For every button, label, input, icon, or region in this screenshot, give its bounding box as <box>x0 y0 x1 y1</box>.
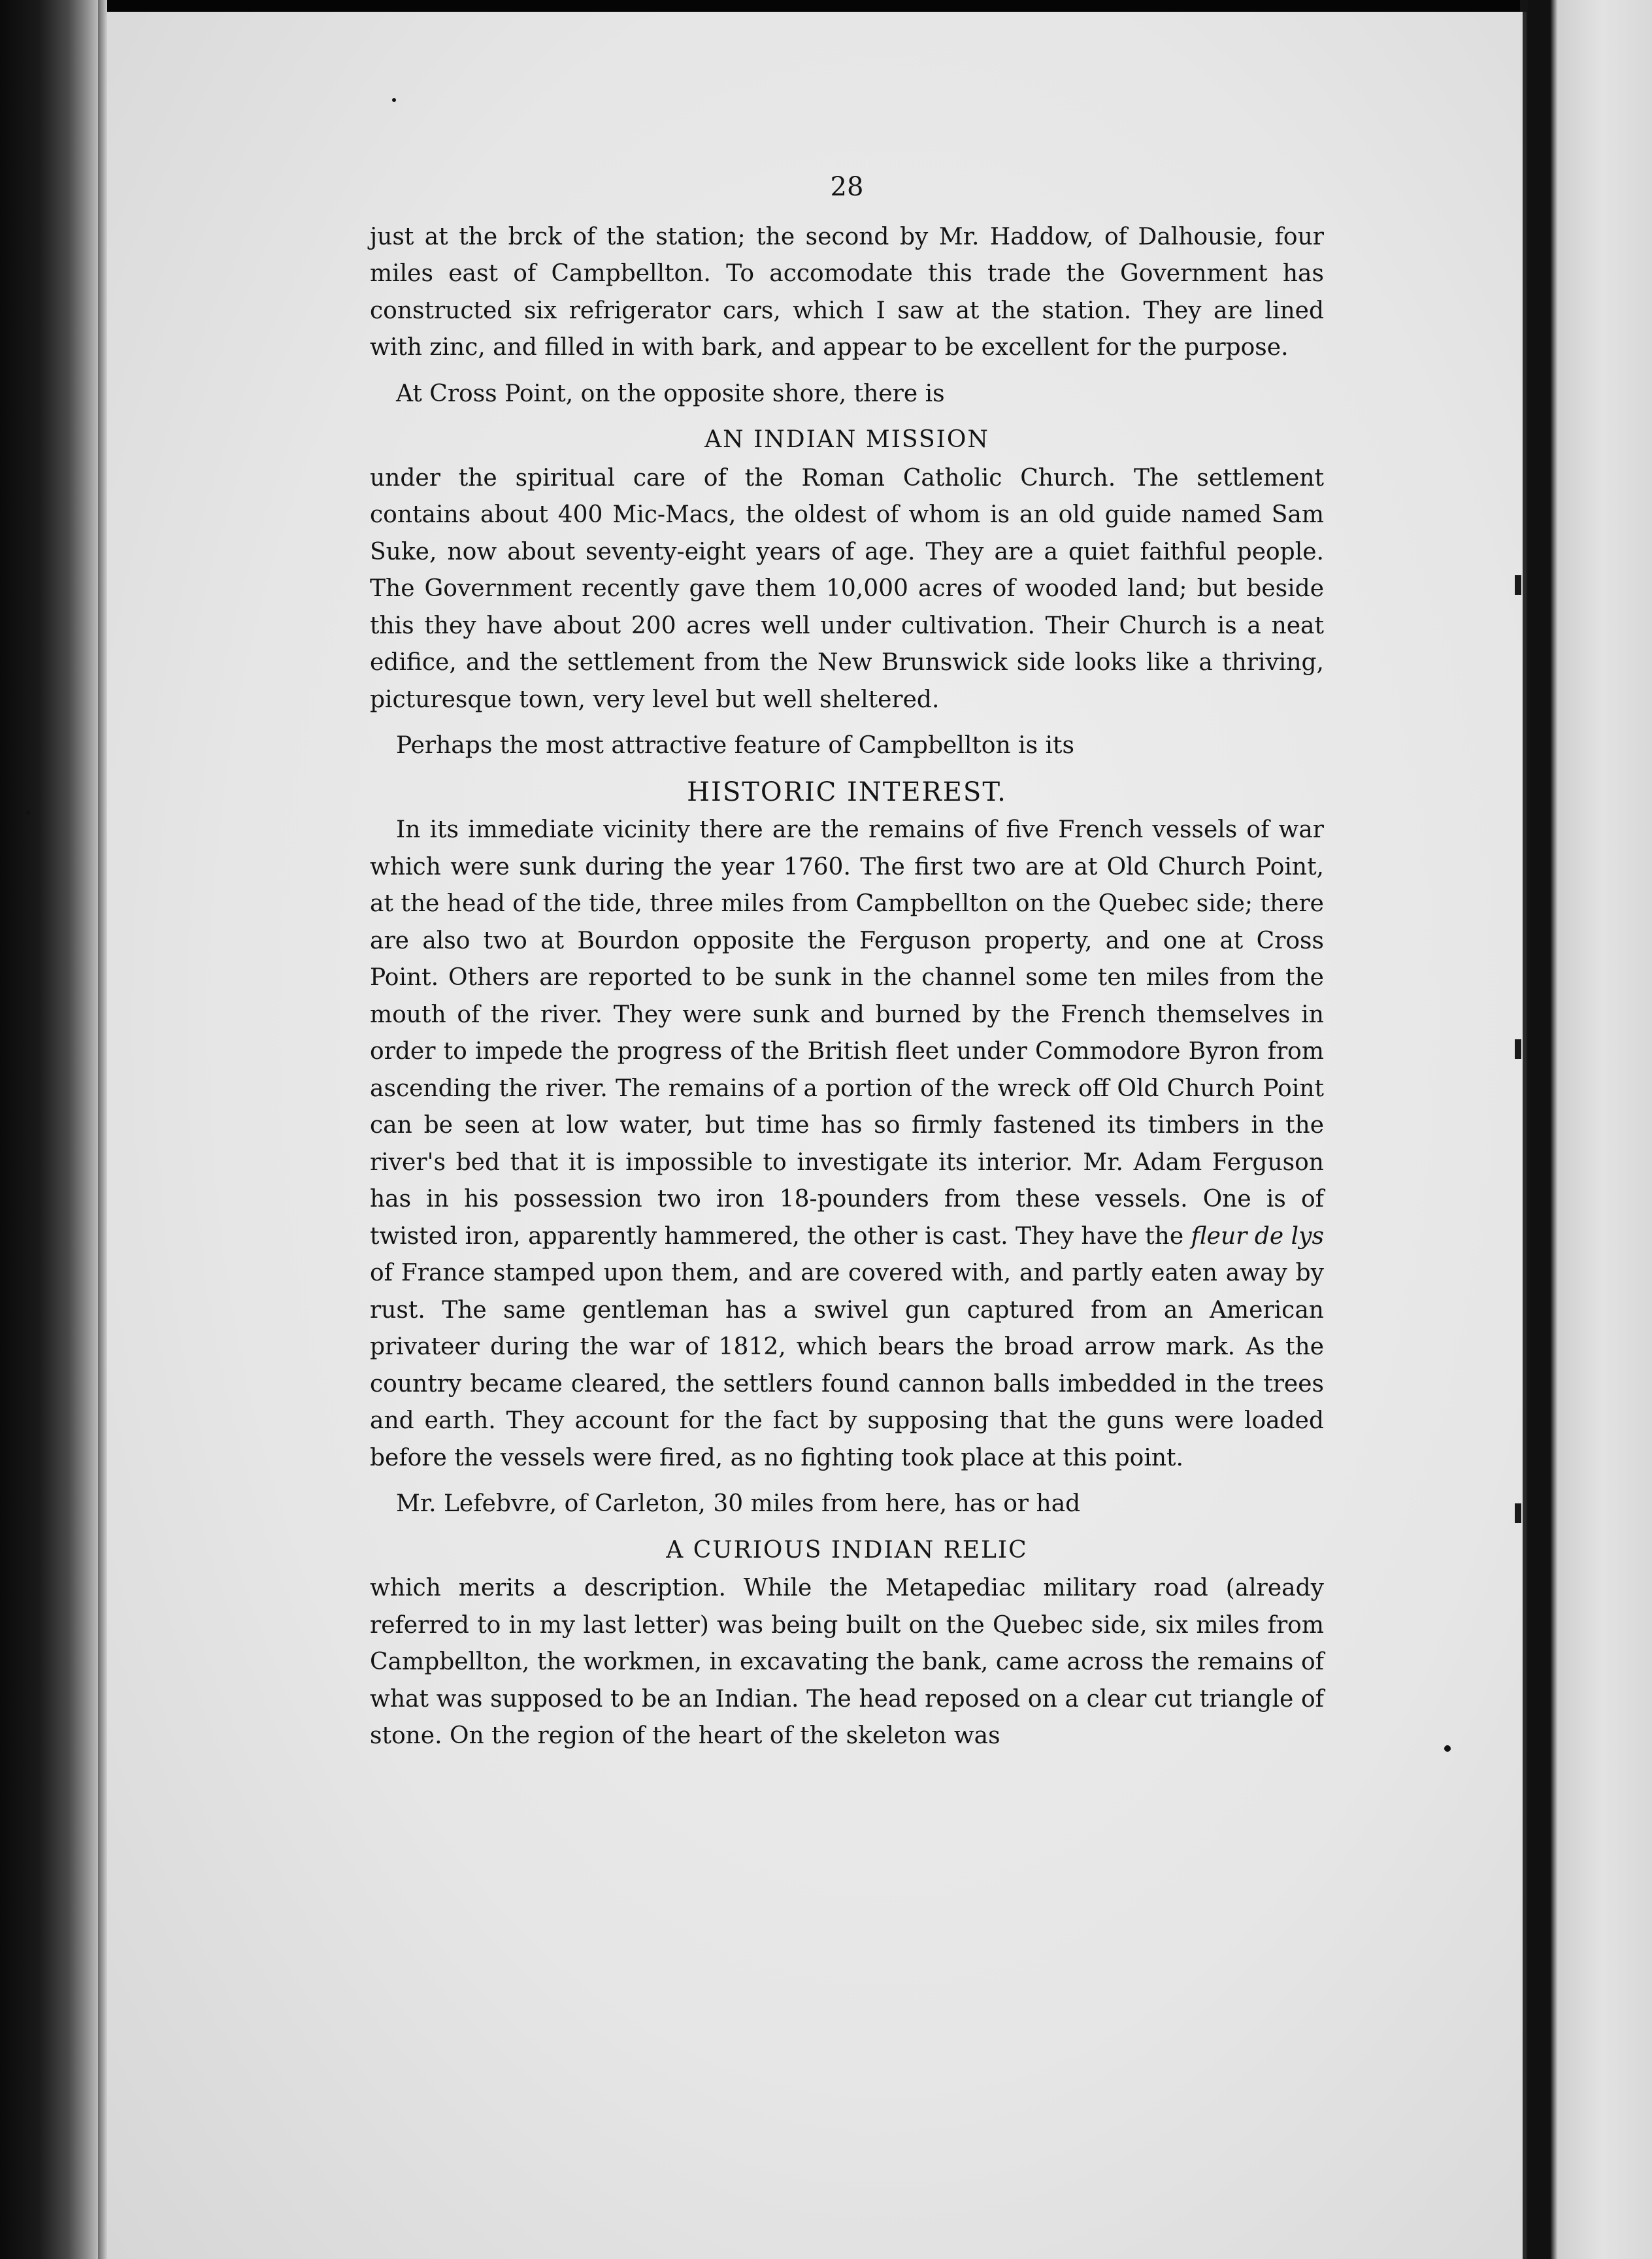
scan-edge-mark <box>1515 1503 1521 1523</box>
paragraph-french-vessels-part2: of France stamped upon them, and are covered with, and partly eaten away by rust. The same gentleman has a swivel gun captured from an American privateer during the war of 1812, which bears the broad arrow mark. As the country became cleared, the settlers found cannon balls imbedded in the trees and earth. They account for the fact by supposing that the guns were loaded before the vessels were fired, as no fighting took place at this point. <box>370 1260 1324 1471</box>
italic-phrase-fleur-de-lys: fleur de lys <box>1191 1222 1324 1250</box>
paragraph-lefebvre-lead: Mr. Lefebvre, of Carleton, 30 miles from here, has or had <box>396 1490 1081 1517</box>
book-binding-gutter <box>0 0 98 2259</box>
page-text-column <box>370 169 1324 1755</box>
page-fold-edge <box>98 0 107 2259</box>
section-heading-historic-interest: HISTORIC INTEREST. <box>687 777 1007 807</box>
section-heading-indian-mission: AN INDIAN MISSION <box>704 426 989 453</box>
paragraph-indian-relic: which merits a description. While the Metapediac military road (already referred to in my last letter) was being built on the Quebec side, six miles from Campbellton, the workmen, in excavating the bank, came across the remains of what was supposed to be an Indian. The head reposed on a clear cut triangle of stone. On the region of the heart of the skeleton was <box>370 1575 1324 1749</box>
paragraph-french-vessels <box>370 812 1324 1477</box>
paragraph-indian-mission: under the spiritual care of the Roman Catholic Church. The settlement contains about 400 Mic-Macs, the oldest of whom is an old guide named Sam Suke, now about seventy-eight years of age. They are a quiet faithful people. The Government recently gave them 10,000 acres of wooded land; but beside this they have about 200 acres well under cultivation. Their Church is a neat edifice, and the settlement from the New Brunswick side looks like a thriving, picturesque town, very level but well sheltered. <box>370 464 1324 713</box>
paragraph-cross-point-lead: At Cross Point, on the opposite shore, there is <box>396 380 945 407</box>
page-number: 28 <box>830 172 864 202</box>
facing-page-edge <box>1528 0 1652 2259</box>
paragraph-french-vessels-part1: In its immediate vicinity there are the remains of five French vessels of war which were sunk during the year 1760. The first two are at Old Church Point, at the head of the tide, three miles from Campbellton on the Quebec side; there are also two at Bourdon opposite the Ferguson property, and one at Cross Point. Others are reported to be sunk in the channel some ten miles from the mouth of the river. They were sunk and burned by the French themselves in order to impede the progress of the British fleet under Commodore Byron from ascending the river. The remains of a portion of the wreck off Old Church Point can be seen at low water, but time has so firmly fastened its timbers in the river's bed that it is impossible to investigate its interior. Mr. Adam Ferguson has in his possession two iron 18-pounders from these vessels. One is of twisted iron, apparently hammered, the other is cast. They have the <box>370 816 1324 1250</box>
scan-speck <box>26 811 30 814</box>
scan-edge-mark <box>1515 1039 1521 1059</box>
scan-edge-mark <box>1515 575 1521 595</box>
scan-speck <box>392 98 396 102</box>
section-heading-curious-indian-relic: A CURIOUS INDIAN RELIC <box>666 1536 1028 1564</box>
scan-speck <box>1444 1745 1451 1752</box>
paragraph-historic-lead: Perhaps the most attractive feature of Campbellton is its <box>396 732 1074 759</box>
paragraph-refrigerator-cars: just at the brck of the station; the second by Mr. Haddow, of Dalhousie, four miles east of Campbellton. To accomodate this trade the Government has constructed six refrigerator cars, which I saw at the station. They are lined with zinc, and filled in with bark, and appear to be excellent for the purpose. <box>370 223 1324 361</box>
